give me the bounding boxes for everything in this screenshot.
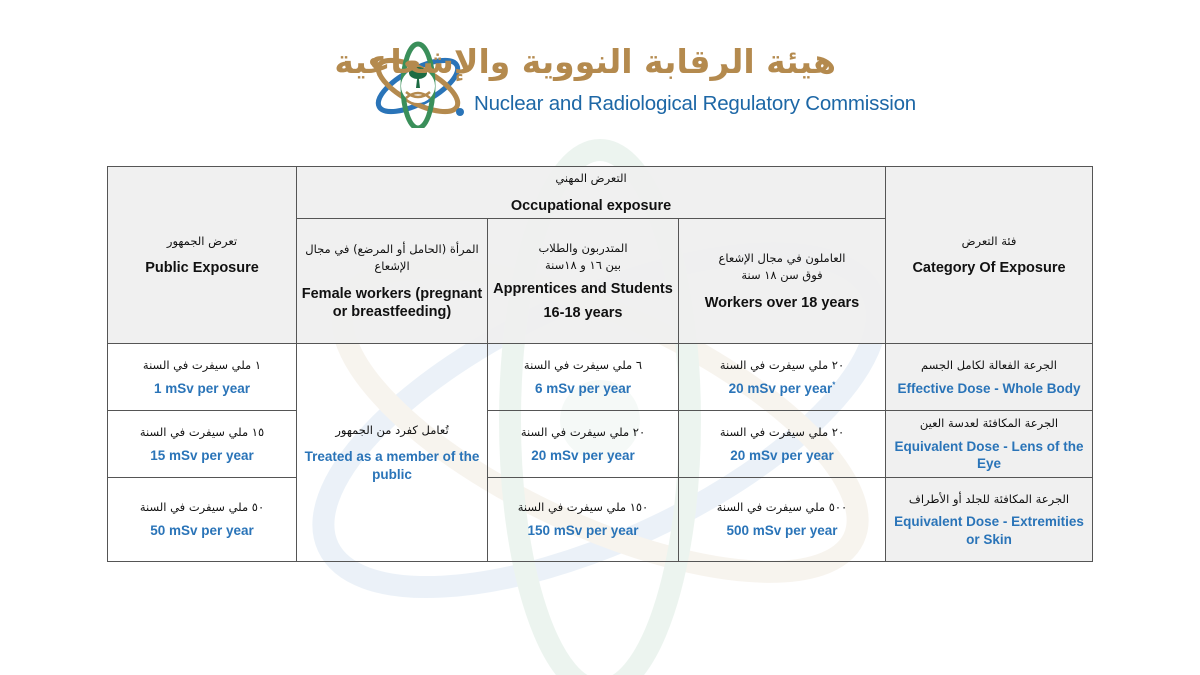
dose-limits-table (107, 166, 1093, 562)
category-cell: الجرعة المكافئة للجلد أو الأطراف Equivalent Dose - Extremities or Skin (886, 478, 1093, 562)
category-cell: الجرعة الفعالة لكامل الجسم Effective Dose - Whole Body (886, 344, 1093, 411)
female-value: تُعامل كفرد من الجمهور Treated as a member of the public (297, 344, 488, 562)
table-row (108, 478, 1093, 562)
workers-value: ٢٠ ملي سيفرت في السنة 20 mSv per year* (679, 344, 886, 411)
workers-header: العاملون في مجال الإشعاع فوق سن ١٨ سنة Workers over 18 years (679, 219, 886, 344)
footnote-mark: * (832, 380, 836, 390)
public-value: ٥٠ ملي سيفرت في السنة 50 mSv per year (108, 478, 297, 562)
apprentices-header: المتدربون والطلاب بين ١٦ و ١٨سنة Apprentices and Students 16-18 years (488, 219, 679, 344)
table-row (108, 344, 1093, 411)
apprentices-value: ٢٠ ملي سيفرت في السنة 20 mSv per year (488, 411, 679, 478)
org-name-arabic: هيئة الرقابة النووية والإشعاعية (334, 42, 836, 81)
table-row (108, 411, 1093, 478)
category-cell: الجرعة المكافئة لعدسة العين Equivalent Dose - Lens of the Eye (886, 411, 1093, 478)
header-logo (334, 40, 917, 128)
workers-value: ٢٠ ملي سيفرت في السنة 20 mSv per year (679, 411, 886, 478)
apprentices-value: ٦ ملي سيفرت في السنة 6 mSv per year (488, 344, 679, 411)
workers-value: ٥٠٠ ملي سيفرت في السنة 500 mSv per year (679, 478, 886, 562)
public-value: ١٥ ملي سيفرت في السنة 15 mSv per year (108, 411, 297, 478)
occupational-exposure-header: التعرض المهني Occupational exposure (297, 167, 886, 219)
public-value: ١ ملي سيفرت في السنة 1 mSv per year (108, 344, 297, 411)
public-exposure-header: تعرض الجمهور Public Exposure (108, 167, 297, 344)
org-name-english: Nuclear and Radiological Regulatory Commission (474, 92, 917, 115)
apprentices-value: ١٥٠ ملي سيفرت في السنة 150 mSv per year (488, 478, 679, 562)
female-workers-header: المرأة (الحامل أو المرضع) في مجال الإشعاع Female workers (pregnant or breastfeeding) (297, 219, 488, 344)
category-header: فئة التعرض Category Of Exposure (886, 167, 1093, 344)
